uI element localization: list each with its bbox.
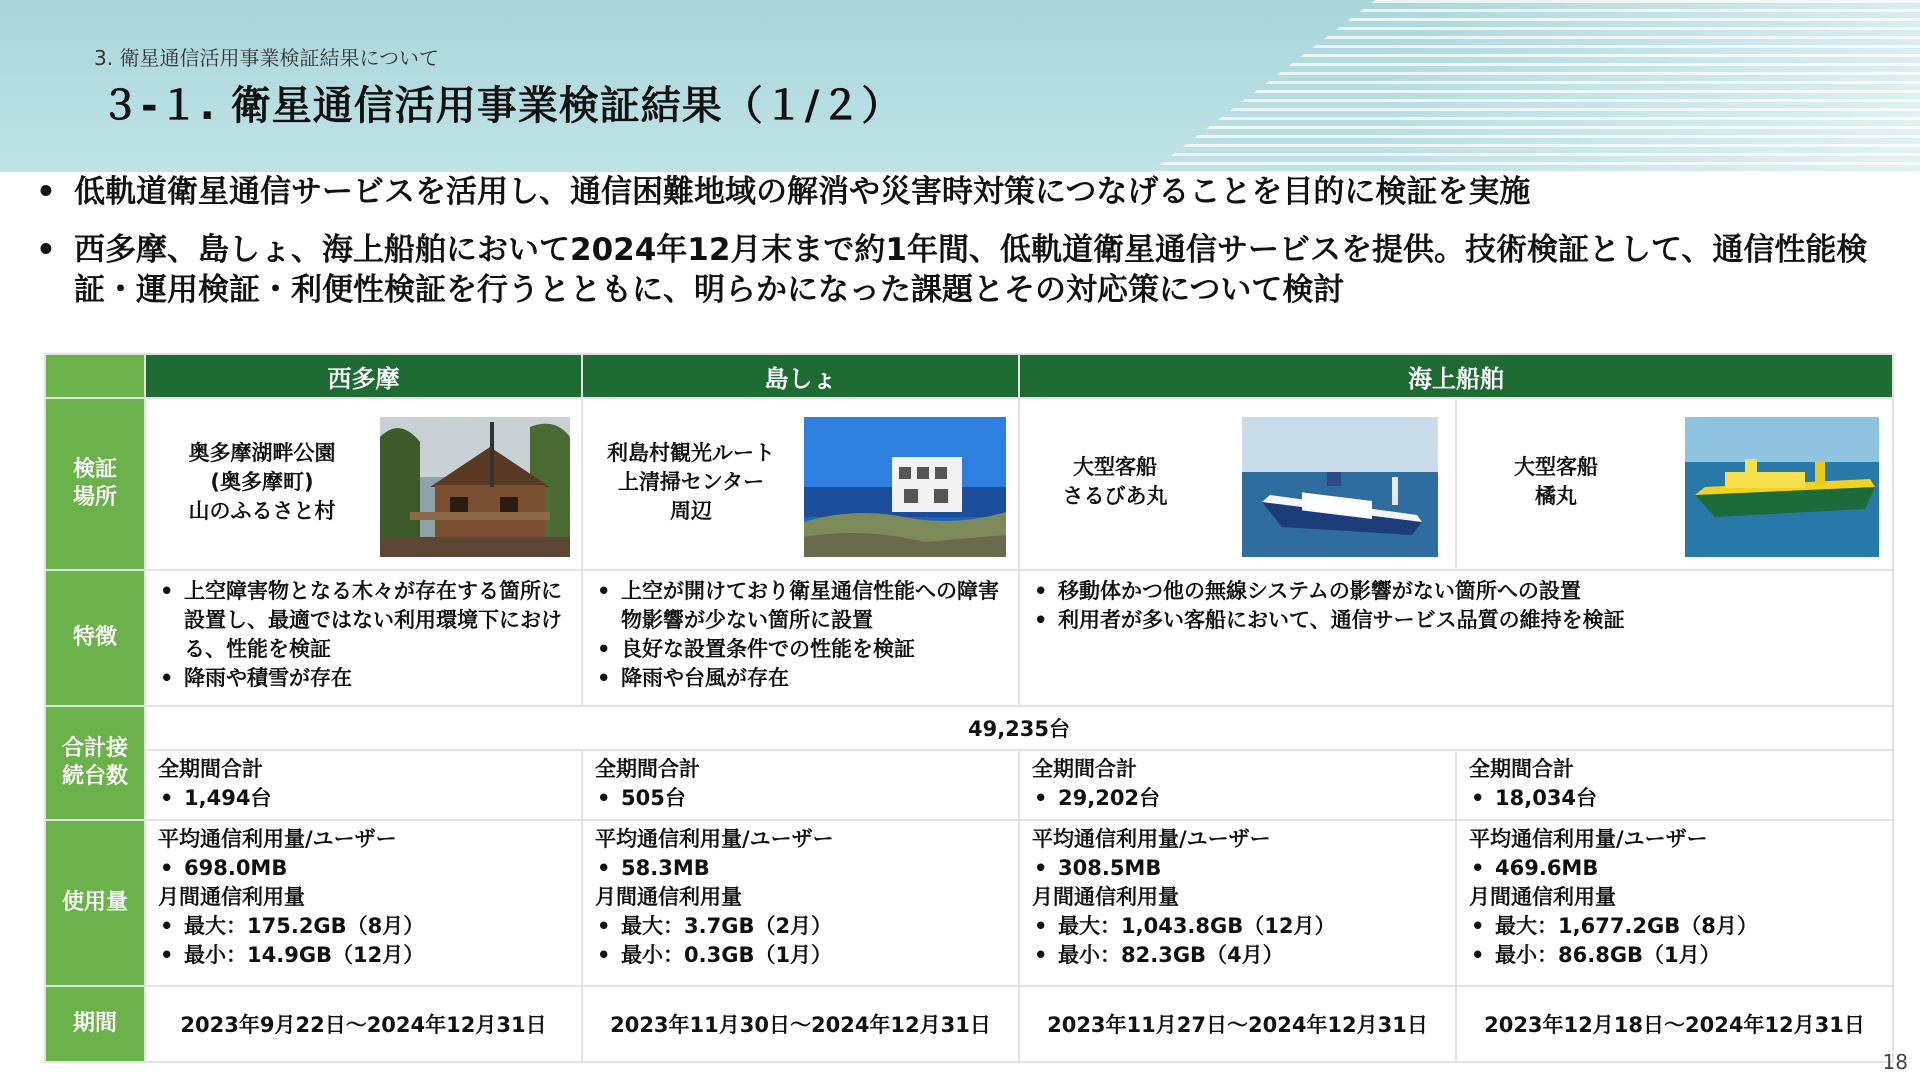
- connections-saruvia: 全期間合計 • 29,202台: [1019, 750, 1456, 820]
- row-header-connections: 合計接続台数: [45, 706, 145, 820]
- usage-saruvia: 平均通信利用量/ユーザー • 308.5MB 月間通信利用量 • 最大：1,043.8GB（12月） • 最小：82.3GB（4月）: [1019, 820, 1456, 986]
- usage-islands: 平均通信利用量/ユーザー • 58.3MB 月間通信利用量 • 最大：3.7GB（2月） • 最小：0.3GB（1月）: [582, 820, 1019, 986]
- row-header-period: 期間: [45, 986, 145, 1062]
- location-label: 利島村観光ルート 上清掃センター 周辺: [607, 441, 775, 523]
- col-header-islands: 島しょ: [582, 354, 1019, 398]
- period-tachibana: 2023年12月18日～2024年12月31日: [1456, 986, 1893, 1062]
- feature-item: • 利用者が多い客船において、通信サービス品質の維持を検証: [1030, 606, 1884, 635]
- location-cell-islands: [582, 398, 1019, 570]
- feature-item: • 上空が開けており衛星通信性能への障害物影響が少ない箇所に設置: [593, 577, 1010, 635]
- period-saruvia: 2023年11月27日～2024年12月31日: [1019, 986, 1456, 1062]
- col-header-ships: 海上船舶: [1019, 354, 1893, 398]
- feature-item: • 上空障害物となる木々が存在する箇所に設置し、最適ではない利用環境下における、性能を検証: [156, 577, 573, 664]
- row-header-location: 検証場所: [45, 398, 145, 570]
- summary-bullets: [36, 172, 1896, 328]
- cabin-photo: [380, 417, 570, 557]
- row-header-features: 特徴: [45, 570, 145, 706]
- table-corner: [45, 354, 145, 398]
- location-label: 大型客船 橘丸: [1514, 455, 1598, 508]
- feature-item: • 降雨や台風が存在: [593, 664, 1010, 693]
- connections-tachibana: 全期間合計 • 18,034台: [1456, 750, 1893, 820]
- total-connections: 49,235台: [145, 706, 1893, 750]
- col-header-nishitama: 西多摩: [145, 354, 582, 398]
- feature-item: • 移動体かつ他の無線システムの影響がない箇所への設置: [1030, 577, 1884, 606]
- row-header-usage: 使用量: [45, 820, 145, 986]
- bullet-item: • 西多摩、島しょ、海上船舶において2024年12月末まで約1年間、低軌道衛星通信サービスを提供。技術検証として、通信性能検証・運用検証・利便性検証を行うとともに、明らかになった課題とその対応策について検討: [36, 230, 1896, 310]
- usage-tachibana: 平均通信利用量/ユーザー • 469.6MB 月間通信利用量 • 最大：1,677.2GB（8月） • 最小：86.8GB（1月）: [1456, 820, 1893, 986]
- results-table: [44, 353, 1894, 1063]
- location-cell-saruvia: [1019, 398, 1456, 570]
- location-cell-nishitama: [145, 398, 582, 570]
- building-photo: [804, 417, 1006, 557]
- feature-item: • 良好な設置条件での性能を検証: [593, 635, 1010, 664]
- features-nishitama: [145, 570, 582, 706]
- location-cell-tachibana: [1456, 398, 1893, 570]
- banner-fade: [1380, 0, 1920, 172]
- breadcrumb: 3. 衛星通信活用事業検証結果について: [94, 46, 440, 70]
- location-label: 大型客船 さるびあ丸: [1062, 455, 1168, 508]
- features-islands: [582, 570, 1019, 706]
- connections-nishitama: 全期間合計 • 1,494台: [145, 750, 582, 820]
- usage-nishitama: 平均通信利用量/ユーザー • 698.0MB 月間通信利用量 • 最大：175.2GB（8月） • 最小：14.9GB（12月）: [145, 820, 582, 986]
- connections-islands: 全期間合計 • 505台: [582, 750, 1019, 820]
- header-banner: [0, 0, 1920, 172]
- feature-item: • 降雨や積雪が存在: [156, 664, 573, 693]
- yellow-ship-photo: [1685, 417, 1879, 557]
- features-ships: [1019, 570, 1893, 706]
- page-title: ３-１. 衛星通信活用事業検証結果（１/２）: [100, 83, 903, 129]
- page-number: 18: [1882, 1050, 1908, 1074]
- location-label: 奥多摩湖畔公園 (奥多摩町) 山のふるさと村: [188, 441, 336, 523]
- white-ship-photo: [1242, 417, 1438, 557]
- period-islands: 2023年11月30日～2024年12月31日: [582, 986, 1019, 1062]
- bullet-item: • 低軌道衛星通信サービスを活用し、通信困難地域の解消や災害時対策につなげることを目的に検証を実施: [36, 172, 1896, 212]
- period-nishitama: 2023年9月22日～2024年12月31日: [145, 986, 582, 1062]
